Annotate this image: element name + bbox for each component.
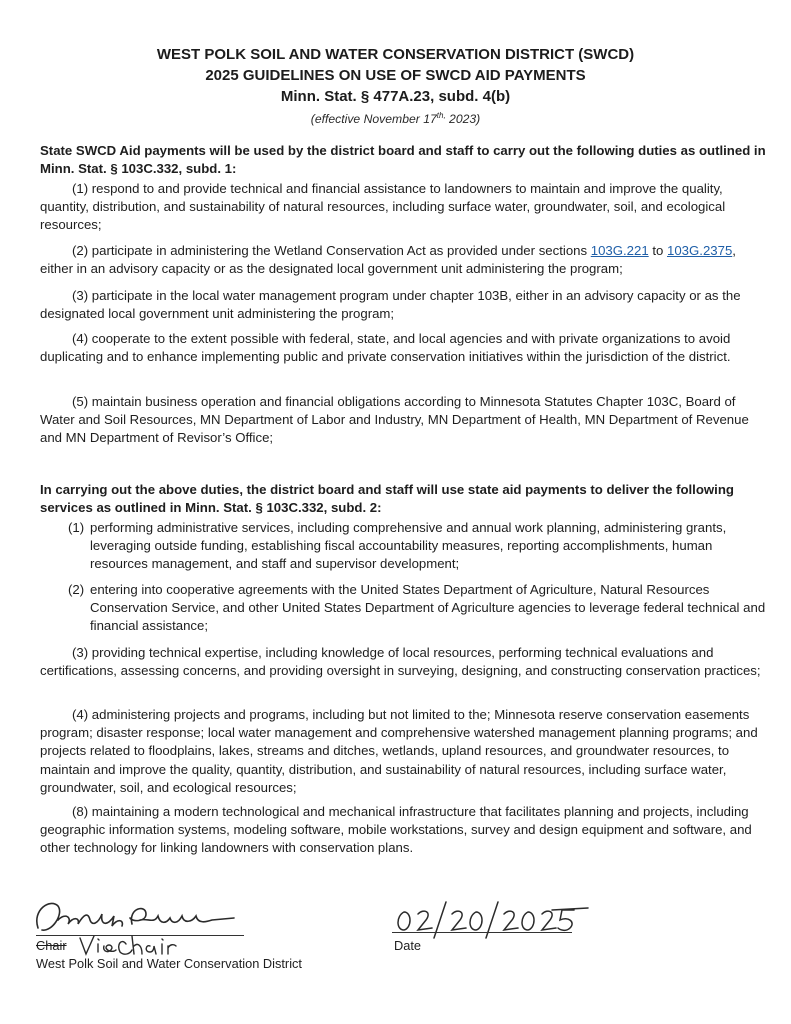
service-item-2-number: (2) bbox=[68, 582, 85, 597]
handwritten-date bbox=[392, 898, 592, 942]
duty-item-2-to: to bbox=[648, 243, 668, 258]
date-label: Date bbox=[394, 938, 422, 953]
chair-title-struck: Chair bbox=[36, 938, 67, 953]
handwritten-vice-chair bbox=[76, 932, 206, 958]
duty-item-3: (3) participate in the local water management program under chapter 103B, either in an advisory capacity or as the designated local government unit administering the program; bbox=[40, 288, 741, 322]
district-title: WEST POLK SOIL AND WATER CONSERVATION DISTRICT (SWCD) bbox=[156, 46, 635, 63]
duty-item-2-text-end: , either in an advisory capacity or as the designated local government unit administering the program; bbox=[40, 243, 736, 277]
statute-link-103g2375[interactable]: 103G.2375 bbox=[667, 243, 733, 258]
statute-link-103g221[interactable]: 103G.221 bbox=[590, 243, 649, 258]
duty-item-1: (1) respond to and provide technical and financial assistance to landowners to maintain and improve the quality, quantity, distribution, and sustainability of natural resources, including surface water, groundwater, soil, and ecological resources; bbox=[40, 181, 726, 233]
duty-item-5: (5) maintain business operation and financial obligations according to Minnesota Statutes Chapter 103C, Board of Water and Soil Resources, MN Department of Labor and Industry, MN Department of Health, MN Department of Revenue and MN Department of Revisor’s Office; bbox=[40, 394, 749, 446]
date-line bbox=[392, 932, 572, 933]
duty-item-2 bbox=[40, 242, 772, 278]
service-item-4: (4) administering projects and programs, including but not limited to the; Minnesota reserve conservation easements program; disaster response; local water management and comprehensive watershed management planning programs; and projects related to floodplains, lakes, streams and ditches, wetlands, upland resources, and groundwater resources, to maintain and improve the quality, quantity, distribution, and sustainability of natural resources, including surface water, groundwater, soil, and ecological resources; bbox=[40, 707, 758, 795]
effective-date-sup: th, bbox=[436, 111, 446, 120]
section2-heading: In carrying out the above duties, the district board and staff will use state aid payments to deliver the following services as outlined in Minn. Stat. § 103C.332, subd. 2: bbox=[40, 482, 734, 516]
section1-heading: State SWCD Aid payments will be used by the district board and staff to carry out the following duties as outlined in Minn. Stat. § 103C.332, subd. 1: bbox=[40, 143, 766, 177]
service-item-1 bbox=[68, 519, 768, 574]
district-name: West Polk Soil and Water Conservation District bbox=[36, 956, 302, 971]
duty-item-4: (4) cooperate to the extent possible with federal, state, and local agencies and with private organizations to avoid duplicating and to enhance implementing public and private conservation initiatives within the jurisdiction of the district. bbox=[40, 331, 731, 365]
effective-date-year: 2023) bbox=[445, 112, 481, 127]
service-item-2 bbox=[68, 581, 768, 636]
service-item-1-number: (1) bbox=[68, 520, 85, 535]
duty-item-2-text: (2) participate in administering the Wetland Conservation Act as provided under sections bbox=[72, 243, 591, 258]
effective-date-text: (effective November 17 bbox=[310, 112, 437, 127]
effective-date bbox=[0, 108, 791, 127]
signature-block bbox=[0, 880, 791, 1000]
document-header bbox=[0, 44, 791, 127]
guidelines-title: 2025 GUIDELINES ON USE OF SWCD AID PAYMENTS bbox=[205, 67, 586, 84]
service-item-3: (3) providing technical expertise, including knowledge of local resources, performing technical evaluations and certifications, assessing concerns, and providing oversight in surveying, designing, and constructing conservation practices; bbox=[40, 645, 761, 679]
statute-title: Minn. Stat. § 477A.23, subd. 4(b) bbox=[280, 88, 511, 105]
service-item-8: (8) maintaining a modern technological and mechanical infrastructure that facilitates planning and projects, including geographic information systems, modeling software, mobile workstations, survey and design equipment and software, and other technology for linking landowners with conservation plans. bbox=[40, 804, 752, 856]
service-item-2-text: entering into cooperative agreements with the United States Department of Agriculture, Natural Resources Conservation Service, and other United States Department of Agriculture agencies to leverage federal technical and financial assistance; bbox=[90, 582, 766, 634]
service-item-1-text: performing administrative services, including comprehensive and annual work planning, administering grants, leveraging outside funding, establishing fiscal accountability measures, reporting accomplishments, human resources management, and staff and supervisor development; bbox=[90, 520, 727, 572]
